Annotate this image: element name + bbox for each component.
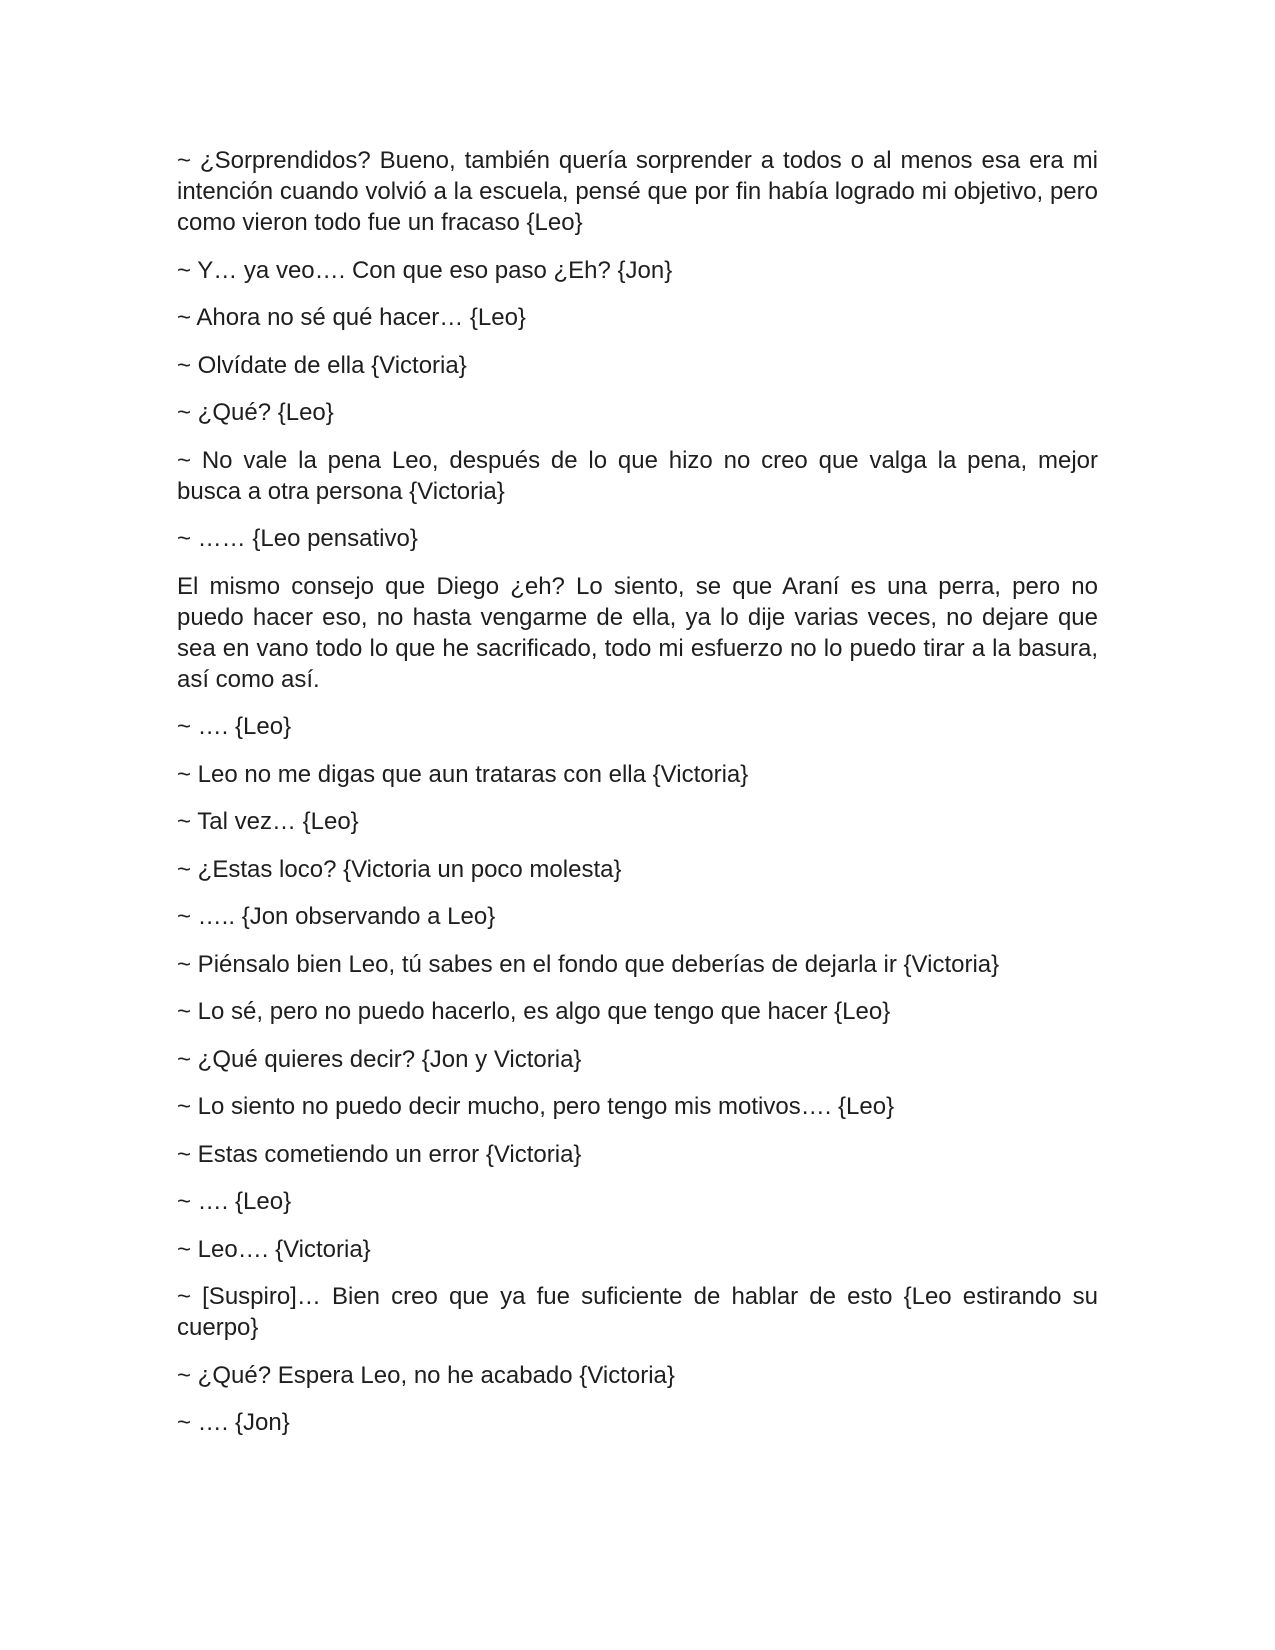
- paragraph: ~ Olvídate de ella {Victoria}: [177, 351, 467, 379]
- paragraph: ~ …. {Leo}: [177, 713, 292, 740]
- paragraph: ~ …… {Leo pensativo}: [177, 525, 418, 552]
- paragraph: ~ Lo sé, pero no puedo hacerlo, es algo que tengo que hacer {Leo}: [177, 998, 891, 1025]
- paragraph: ~ ¿Estas loco? {Victoria un poco molesta}: [177, 855, 622, 883]
- paragraph: ~ No vale la pena Leo, después de lo que hizo no creo que valga la pena, mejor busca a otra persona {Victoria}: [177, 446, 1098, 505]
- document-page: [177, 145, 1098, 1455]
- paragraph: ~ Y… ya veo…. Con que eso paso ¿Eh? {Jon}: [177, 256, 673, 284]
- paragraph: ~ ¿Qué? Espera Leo, no he acabado {Victoria}: [177, 1361, 675, 1389]
- paragraph: ~ Lo siento no puedo decir mucho, pero tengo mis motivos…. {Leo}: [177, 1093, 895, 1120]
- paragraph: ~ ¿Qué quieres decir? {Jon y Victoria}: [177, 1045, 582, 1073]
- paragraph: El mismo consejo que Diego ¿eh? Lo siento, se que Araní es una perra, pero no puedo hacer eso, no hasta vengarme de ella, ya lo dije varias veces, no dejare que sea en vano todo lo que he sacrificado, todo mi esfuerzo no lo puedo tirar a la basura, así como así.: [177, 572, 1098, 693]
- paragraph: ~ Leo…. {Victoria}: [177, 1235, 371, 1263]
- paragraph: ~ …. {Leo}: [177, 1188, 292, 1215]
- paragraph: ~ …. {Jon}: [177, 1409, 290, 1436]
- paragraph: ~ ….. {Jon observando a Leo}: [177, 903, 496, 930]
- paragraph: ~ ¿Qué? {Leo}: [177, 399, 334, 426]
- paragraph: ~ Leo no me digas que aun trataras con ella {Victoria}: [177, 760, 749, 788]
- paragraph: ~ ¿Sorprendidos? Bueno, también quería sorprender a todos o al menos esa era mi intención cuando volvió a la escuela, pensé que por fin había logrado mi objetivo, pero como vieron todo fue un fracaso {Leo}: [177, 147, 1098, 236]
- paragraph: ~ Estas cometiendo un error {Victoria}: [177, 1140, 582, 1168]
- paragraph: ~ Ahora no sé qué hacer… {Leo}: [177, 304, 526, 331]
- paragraph: ~ Piénsalo bien Leo, tú sabes en el fondo que deberías de dejarla ir {Victoria}: [177, 950, 1000, 978]
- paragraph: ~ Tal vez… {Leo}: [177, 808, 359, 835]
- paragraph: ~ [Suspiro]… Bien creo que ya fue suficiente de hablar de esto {Leo estirando su cuerpo}: [177, 1283, 1098, 1341]
